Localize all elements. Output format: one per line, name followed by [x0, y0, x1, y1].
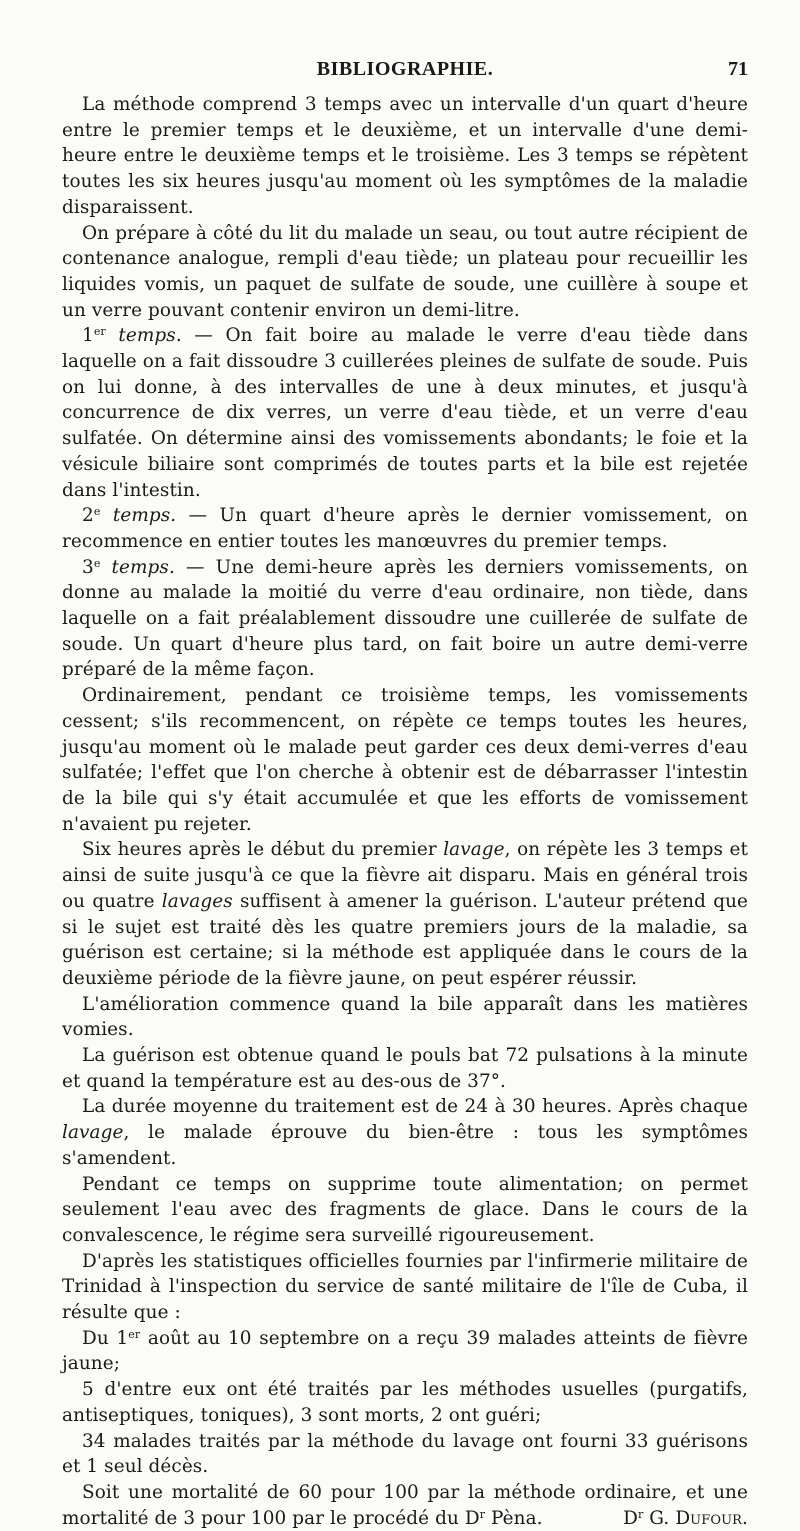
text-run: , on répète les 3 temps et ainsi de suite jusqu'à ce que la fièvre ait disparu. Mais en général trois ou quatre [62, 839, 748, 912]
page-header [62, 58, 748, 92]
page-number: 71 [728, 58, 748, 80]
text-run: , le malade éprouve du bien-être : tous les symptômes s'amendent. [62, 1122, 748, 1169]
author-signature [623, 1506, 748, 1531]
paragraph-diet: Pendant ce temps on supprime toute alimentation; on permet seulement l'eau avec des fragments de glace. Dans le cours de la convalescence, le régime sera surveillé rigoureusement. [62, 1173, 748, 1246]
step-text: — Une demi-heure après les derniers vomissements, on donne au malade la moitié du verre d'eau ordinaire, non tiède, dans laquelle on a fait préalablement dissoudre une cuillerée de sulfate de soude. Un quart d'heure plus tard, on fait boire un autre demi-verre préparé de la même façon. [62, 556, 748, 681]
signature-initial: G. [649, 1507, 670, 1529]
italic-term: lavages [161, 890, 233, 912]
text-run: août au 10 septembre on a reçu 39 malades atteints de fièvre jaune; [62, 1327, 748, 1375]
text-run: suffisent à amener la guérison. L'auteur prétend que si le sujet est traité dès les quatre premiers jours de la maladie, sa guérison est certaine; si la méthode est appliquée dans le cours de la deuxième période de la fièvre jaune, on peut espérer réussir. [62, 890, 748, 989]
step-number: 1 [82, 325, 94, 347]
text-run: Six heures après le début du premier [82, 839, 444, 861]
ordinal-suffix: er [128, 1327, 141, 1341]
signature-suffix: r [637, 1507, 644, 1521]
italic-term: lavage [62, 1122, 124, 1144]
step-label: temps. [111, 556, 175, 578]
signature-name: Dufour. [675, 1507, 748, 1529]
step-label: temps. [118, 325, 182, 347]
paragraph-first-step [62, 323, 748, 503]
paragraph-second-step [62, 503, 748, 554]
step-label: temps. [112, 505, 177, 527]
paragraph-statistics-lavage: 34 malades traités par la méthode du lavage ont fourni 33 guérisons et 1 seul décès. [62, 1430, 748, 1478]
paragraph-vomiting-cessation: Ordinairement, pendant ce troisième temps, les vomissements cessent; s'ils recommencent, on répète ce temps toutes les heures, jusqu'au moment où le malade peut garder ces deux demi-verres d'eau sulfatée; l'effet que l'on cherche à obtenir est de débarrasser l'intestin de la bile qui s'y était accumulée et que les efforts de vomissement n'avaient pu rejeter. [62, 685, 748, 835]
paragraph-statistics-usual: 5 d'entre eux ont été traités par les méthodes usuelles (purgatifs, antiseptiques, toniques), 3 sont morts, 2 ont guéri; [62, 1379, 748, 1426]
running-title: BIBLIOGRAPHIE. [316, 58, 494, 80]
step-number-suffix: e [93, 556, 101, 570]
paragraph-method-overview: La méthode comprend 3 temps avec un intervalle d'un quart d'heure entre le premier temps et le deuxième, et un intervalle d'une demi-heure entre le deuxième temps et le troisième. Les 3 temps se répètent toutes les six heures jusqu'au moment où les symptômes de la maladie disparaissent. [62, 94, 748, 218]
paragraph-statistics-admissions [62, 1326, 748, 1377]
paragraph-conclusion [62, 1480, 748, 1531]
text-run: Soit une mortalité de 60 pour 100 par la méthode ordinaire, et une mortalité de 3 pour 100 par le procédé du D [62, 1481, 748, 1529]
paragraph-recovery: La guérison est obtenue quand le pouls bat 72 pulsations à la minute et quand la température est au des-ous de 37°. [62, 1045, 748, 1092]
document-page [62, 58, 748, 1531]
paragraph-repetition [62, 837, 748, 991]
step-text: — Un quart d'heure après le dernier vomissement, on recommence en entier toutes les manœuvres du premier temps. [62, 505, 748, 552]
paragraph-improvement: L'amélioration commence quand la bile apparaît dans les matières vomies. [62, 993, 748, 1041]
step-number-suffix: e [93, 505, 101, 519]
text-run: Pèna. [485, 1507, 543, 1529]
paragraph-duration [62, 1094, 748, 1171]
signature-prefix: D [623, 1507, 638, 1529]
step-number: 3 [82, 556, 94, 578]
text-run: La durée moyenne du traitement est de 24 à 30 heures. Après chaque [82, 1096, 748, 1118]
italic-term: lavage [443, 839, 505, 861]
text-run: Du 1 [82, 1327, 129, 1349]
paragraph-preparation: On prépare à côté du lit du malade un seau, ou tout autre récipient de contenance analogue, rempli d'eau tiède; un plateau pour recueillir les liquides vomis, un paquet de sulfate de soude, une cuillère à soupe et un verre pouvant contenir environ un demi-litre. [62, 222, 748, 321]
paragraph-third-step [62, 555, 748, 684]
step-number-suffix: er [93, 325, 106, 339]
paragraph-statistics-intro: D'après les statistiques officielles fournies par l'infirmerie militaire de Trinidad à l'inspection du service de santé militaire de l'île de Cuba, il résulte que : [62, 1250, 748, 1324]
step-text: — On fait boire au malade le verre d'eau tiède dans laquelle on a fait dissoudre 3 cuillerées pleines de sulfate de soude. Puis on lui donne, à des intervalles de une à deux minutes, et jusqu'à concurrence de dix verres, un verre d'eau tiède, et un verre d'eau sulfatée. On détermine ainsi des vomissements abondants; le foie et la vésicule biliaire sont comprimés de toutes parts et la bile est rejetée dans l'intestin. [62, 325, 748, 501]
title-suffix: r [479, 1507, 486, 1521]
step-number: 2 [82, 505, 94, 527]
